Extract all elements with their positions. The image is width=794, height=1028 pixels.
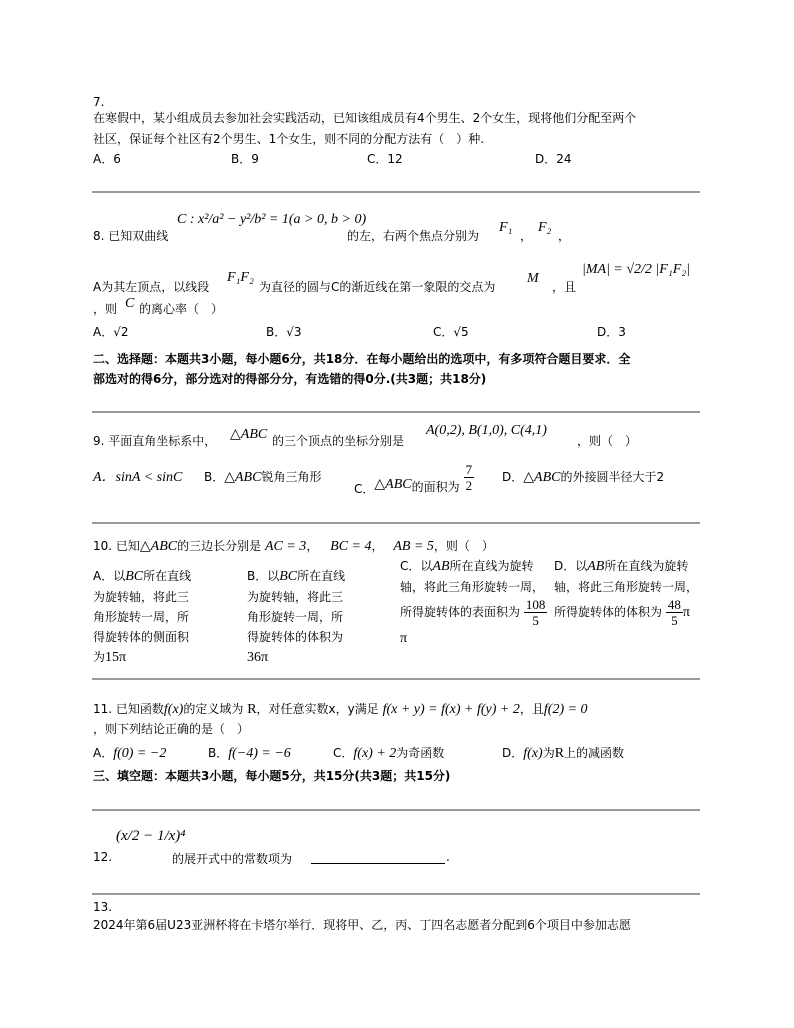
answer-blank[interactable] (311, 863, 445, 864)
q12-text: 的展开式中的常数项为 (172, 852, 293, 866)
q8-option-c: C．√5 (433, 325, 469, 339)
q8-option-d: D．3 (597, 325, 626, 339)
divider (92, 411, 700, 413)
q9-tail: ，则（ ） (577, 434, 638, 448)
section2-heading-line1: 二、选择题：本题共3小题，每小题6分，共18分．在每小题给出的选项中，有多项符合题目要求．全 (93, 352, 631, 366)
q8-and: ，且 (552, 280, 577, 294)
hyperbola-equation (177, 200, 366, 240)
q7-option-d: D．24 (535, 152, 572, 166)
focus-f2: F₂ (538, 220, 552, 235)
segment-f1f2: F₁F₂ (227, 270, 254, 285)
q11-option-a: A．f(0) = −2 (93, 746, 167, 761)
q11-option-c: C．f(x) + 2为奇函数 (333, 746, 445, 761)
q8-foci-text: 的左，右两个焦点分别为 (347, 229, 480, 243)
q8-option-b: B．√3 (266, 325, 302, 339)
q10-stem: 10. 已知△ABC的三边长分别是 AC = 3， BC = 4， AB = 5，则（ ） (93, 539, 494, 554)
curve-c: C (125, 296, 135, 311)
divider (92, 893, 700, 895)
q9-lead: 9. 平面直角坐标系中， (93, 434, 217, 448)
q7-option-b: B．9 (231, 152, 259, 166)
focus-f1: F₁ (499, 220, 513, 235)
divider (92, 678, 700, 680)
q8-lead: 8. 已知双曲线 (93, 229, 169, 243)
section2-heading-line2: 部选对的得6分，部分选对的得部分分，有选错的得0分.(共3题；共18分) (93, 372, 487, 386)
section3-heading: 三、填空题：本题共3小题，每小题5分，共15分(共3题；共15分) (93, 769, 451, 783)
q7-stem-line1: 在寒假中，某小组成员去参加社会实践活动，已知该组成员有4个男生、2个女生，现将他们分配至两个 (93, 111, 637, 125)
q7-option-c: C．12 (367, 152, 403, 166)
q9-option-a: A．sinA < sinC (93, 470, 183, 485)
condition-ma: |MA| = √2/2 |F₁F₂| (582, 262, 690, 277)
comma: ， (558, 229, 571, 243)
q9-option-c: C． △ABC 的面积为 $\frac{7}{2}$ (354, 462, 473, 496)
q12-number: 12. (93, 850, 113, 864)
q10-option-a: A．以BC所在直线为旋转轴，将此三角形旋转一周，所得旋转体的侧面积为15π (93, 569, 192, 665)
q13-stem-line1: 2024年第6届U23亚洲杯将在卡塔尔举行．现将甲、乙，丙、丁四名志愿者分配到6个项目中参加志愿 (93, 918, 631, 932)
vertex-coordinates: A(0,2), B(1,0), C(4,1) (426, 423, 547, 438)
q10-option-b: B．以BC所在直线为旋转轴，将此三角形旋转一周，所得旋转体的体积为36π (247, 569, 346, 665)
q8-line2-a: A为其左顶点，以线段 (93, 280, 210, 294)
q8-line3-a: ，则 (93, 302, 118, 316)
q11-option-d: D．f(x)为R上的减函数 (502, 746, 625, 761)
q10-option-d: D．以AB所在直线为旋转轴，将此三角形旋转一周，所得旋转体的体积为 $\frac{48}{5}$ π (554, 559, 699, 628)
q7-option-a: A．6 (93, 152, 121, 166)
binomial-expression: (x/2 − 1/x)⁴ (116, 828, 186, 844)
hyperbola-formula: C : x²/a² − y²/b² = 1(a > 0, b > 0) (177, 212, 367, 227)
point-m: M (527, 271, 539, 286)
triangle-abc: △ABC (230, 427, 268, 442)
q7-number: 7. (93, 95, 105, 109)
q9-mid: 的三个顶点的坐标分别是 (272, 434, 405, 448)
q9-option-d: D．△ABC的外接圆半径大于2 (502, 470, 665, 485)
q8-option-a: A．√2 (93, 325, 129, 339)
q8-line3-b: 的离心率（ ） (139, 302, 224, 316)
comma: ， (520, 229, 533, 243)
q11-option-b: B．f(−4) = −6 (208, 746, 291, 761)
q12-period: . (446, 850, 450, 864)
q7-stem-line2: 社区，保证每个社区有2个男生、1个女生，则不同的分配方法有（ ）种. (93, 132, 485, 146)
divider (92, 191, 700, 193)
divider (92, 809, 700, 811)
q11-stem-line1: 11. 已知函数f(x)的定义域为 R，对任意实数x，y满足 f(x + y) = f(x) + f(y) + 2，且f(2) = 0 (93, 702, 588, 717)
q11-stem-line2: ，则下列结论正确的是（ ） (93, 722, 250, 736)
q13-number: 13. (93, 900, 113, 914)
q10-option-c: C．以AB所在直线为旋转轴，将此三角形旋转一周，所得旋转体的表面积为 $\frac{108}{5}$ π (400, 559, 546, 646)
q9-option-b: B．△ABC锐角三角形 (204, 470, 322, 485)
q8-line2-b: 为直径的圆与C的渐近线在第一象限的交点为 (259, 280, 496, 294)
divider (92, 522, 700, 524)
